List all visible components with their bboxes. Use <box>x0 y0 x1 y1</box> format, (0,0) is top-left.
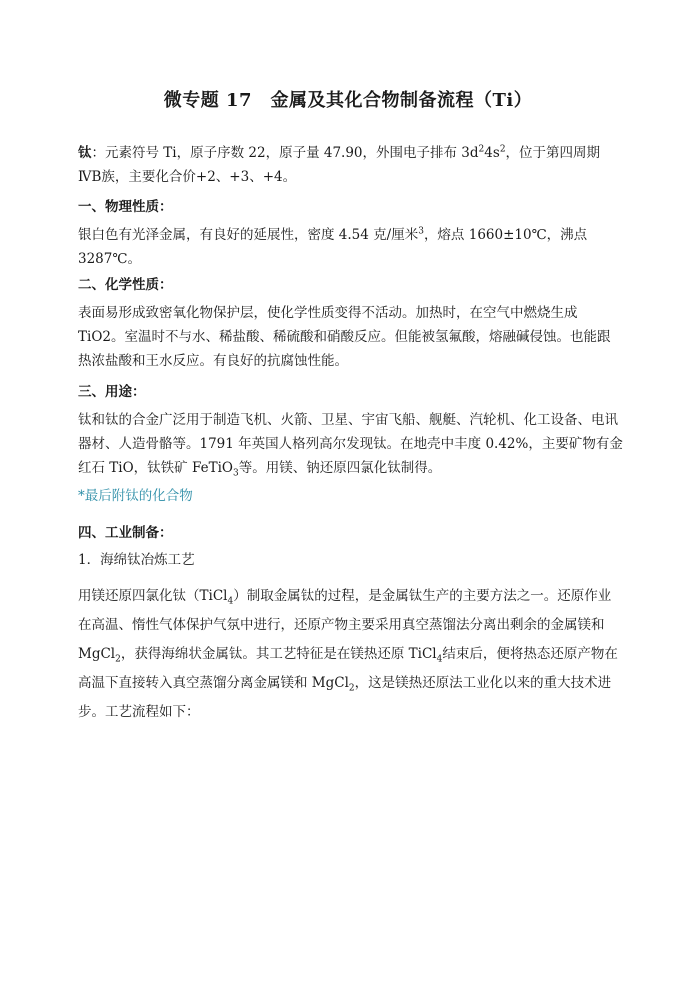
uses-sub: 3 <box>232 468 239 479</box>
physical-text: 银白色有光泽金属，有良好的延展性，密度 4.54 克/厘米 <box>78 227 419 243</box>
section-heading-industrial: 四、工业制备： <box>78 525 173 541</box>
industrial-text-3: ，获得海绵状金属钛。其工艺特征是在镁热还原 TiCl <box>120 646 437 662</box>
industrial-text-2: ）制取金属钛的过程，是金属钛生产的主要方法之一。还原作业在高温、惰性气体保护气氛中进行，还原产物主要采用真空蒸馏法分离出剩余的金属镁和 MgCl <box>78 588 612 662</box>
intro-paragraph <box>78 141 623 189</box>
industrial-body <box>78 582 623 727</box>
industrial-sub-3: 4 <box>436 654 443 665</box>
physical-text-2: ，熔点 1660±10℃，沸点 3287℃。 <box>78 227 588 267</box>
intro-sup-2: 2 <box>499 144 506 155</box>
section-heading-physical: 一、物理性质： <box>78 199 173 215</box>
compounds-note: *最后附钛的化合物 <box>78 488 193 504</box>
uses-body <box>78 408 623 480</box>
uses-text-1: 钛和钛的合金广泛用于制造飞机、火箭、卫星、宇宙飞船、舰艇、汽轮机、化工设备、电讯器材、人造骨骼等。1791 年英国人格列高尔发现钛。在地壳中丰度 0.42%，主要矿物有金红石 TiO，钛铁矿 FeTiO <box>78 412 623 476</box>
industrial-text-1: 用镁还原四氯化钛（TiCl <box>78 588 228 604</box>
section-heading-chemical: 二、化学性质： <box>78 277 173 293</box>
industrial-sub-1: 4 <box>227 596 234 607</box>
industrial-sub-2: 2 <box>115 654 121 665</box>
section-uses <box>78 380 623 508</box>
chemical-body: 表面易形成致密氧化物保护层，使化学性质变得不活动。加热时，在空气中燃烧生成 TiO2。室温时不与水、稀盐酸、稀硫酸和硝酸反应。但能被氢氟酸，熔融碱侵蚀。也能跟热浓盐酸和王水反应。有良好的抗腐蚀性能。 <box>78 305 611 369</box>
intro-text-3: ，位于第四周期ⅣB族，主要化合价+2、+3、+4。 <box>78 145 601 185</box>
section-heading-uses: 三、用途： <box>78 384 146 400</box>
physical-sup: 3 <box>418 226 424 237</box>
intro-text-1: ：元素符号 Ti，原子序数 22，原子量 47.90，外围电子排布 3d <box>91 145 479 161</box>
industrial-text-5: ，这是镁热还原法工业化以来的重大技术进步。工艺流程如下： <box>78 675 612 720</box>
section-industrial <box>78 521 623 727</box>
industrial-text-4: 结束后，便将热态还原产物在高温下直接转入真空蒸馏分离金属镁和 MgCl <box>78 646 618 691</box>
intro-sup-1: 2 <box>478 144 485 155</box>
industrial-sub-4: 2 <box>348 683 355 694</box>
section-chemical <box>78 273 623 373</box>
page-title: 微专题 17 金属及其化合物制备流程（Ti） <box>163 90 533 111</box>
uses-text-2: 等。用镁、钠还原四氯化钛制得。 <box>238 460 442 476</box>
intro-lead: 钛 <box>78 145 92 161</box>
section-physical <box>78 195 623 271</box>
physical-body <box>78 223 623 271</box>
sub-heading-sponge-titanium: 1．海绵钛冶炼工艺 <box>78 552 195 568</box>
intro-text-2: 4s <box>484 145 500 161</box>
